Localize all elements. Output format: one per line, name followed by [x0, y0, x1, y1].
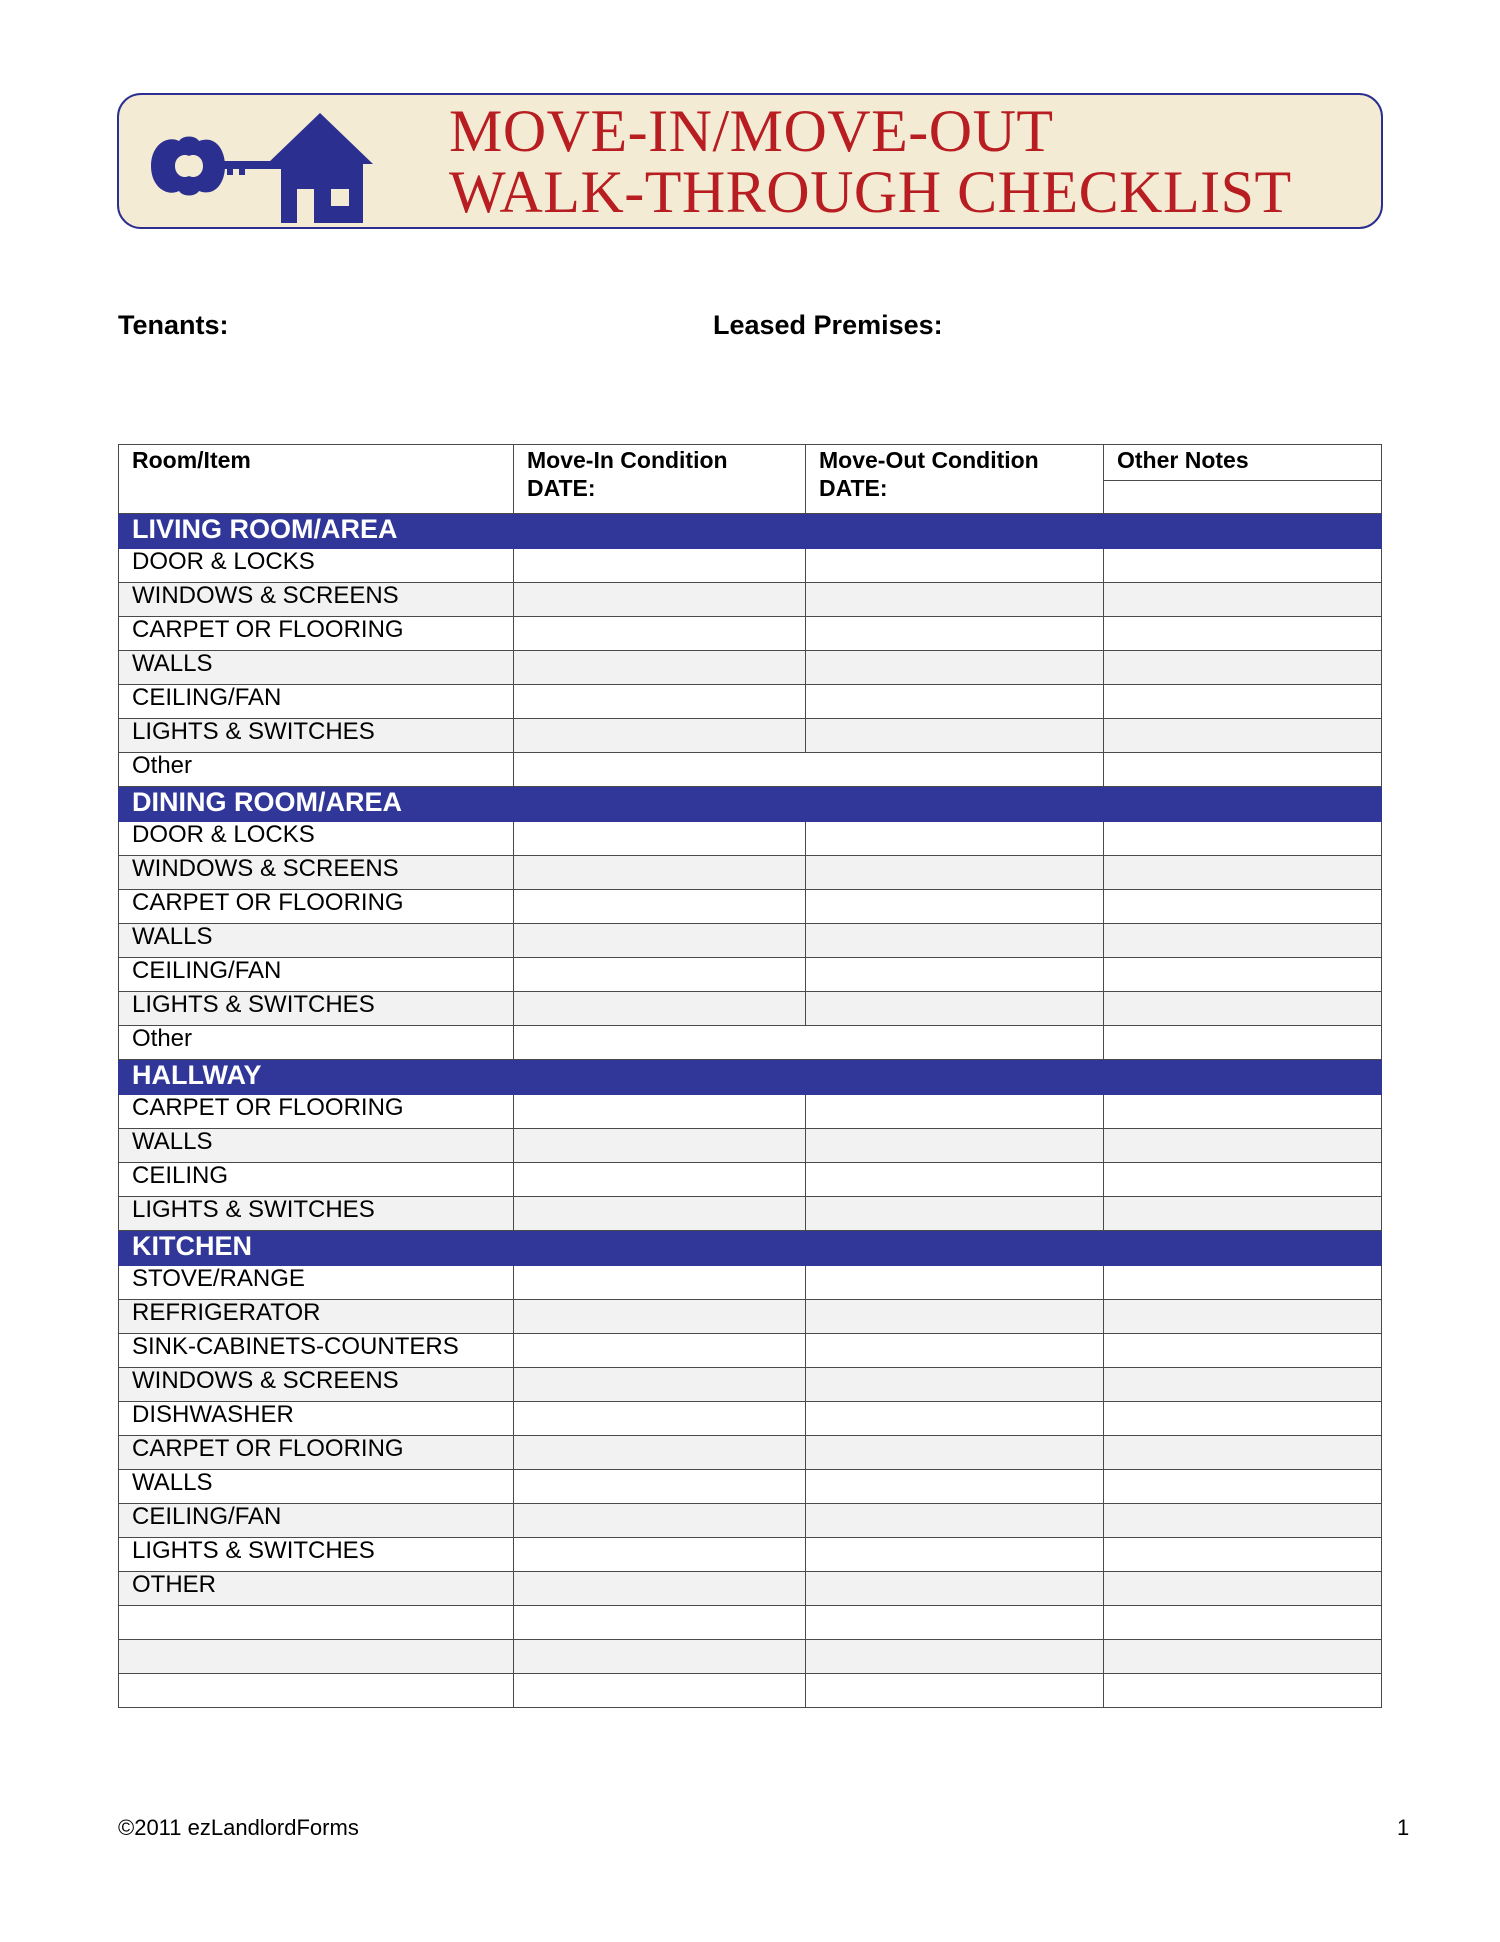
notes-cell[interactable] — [1104, 1504, 1382, 1538]
move-in-cell[interactable] — [514, 1436, 806, 1470]
move-in-date-label: DATE: — [527, 475, 596, 501]
notes-cell[interactable] — [1104, 1470, 1382, 1504]
notes-cell[interactable] — [1104, 617, 1382, 651]
table-row — [119, 1026, 1382, 1060]
move-in-cell[interactable] — [514, 856, 806, 890]
notes-cell[interactable] — [1104, 1402, 1382, 1436]
room-item-label: CARPET OR FLOORING — [119, 1095, 514, 1129]
notes-cell[interactable] — [1104, 958, 1382, 992]
table-row — [119, 1129, 1382, 1163]
move-out-cell[interactable] — [806, 617, 1104, 651]
move-out-cell[interactable] — [806, 1095, 1104, 1129]
col-header-move-in — [514, 445, 806, 514]
table-row — [119, 719, 1382, 753]
move-out-cell[interactable] — [806, 1436, 1104, 1470]
section-header-row — [119, 1060, 1382, 1095]
table-row — [119, 1334, 1382, 1368]
table-row — [119, 1163, 1382, 1197]
move-out-cell[interactable] — [806, 583, 1104, 617]
table-row — [119, 1538, 1382, 1572]
tenants-label: Tenants: — [118, 310, 229, 340]
section-header-row — [119, 1231, 1382, 1266]
move-in-cell[interactable] — [514, 1504, 806, 1538]
notes-cell[interactable] — [1104, 1197, 1382, 1231]
room-item-label: WALLS — [119, 1470, 514, 1504]
room-item-label: WALLS — [119, 651, 514, 685]
move-out-cell[interactable] — [806, 1163, 1104, 1197]
room-item-label: Other — [119, 753, 514, 787]
table-row — [119, 890, 1382, 924]
move-in-cell[interactable] — [514, 651, 806, 685]
move-in-cell[interactable] — [514, 1095, 806, 1129]
move-in-cell[interactable] — [514, 958, 806, 992]
move-in-cell[interactable] — [514, 617, 806, 651]
move-out-cell[interactable] — [806, 1129, 1104, 1163]
table-row — [119, 1197, 1382, 1231]
move-out-cell[interactable] — [806, 719, 1104, 753]
room-item-label: REFRIGERATOR — [119, 1300, 514, 1334]
move-in-cell[interactable] — [514, 1674, 806, 1708]
table-row — [119, 1606, 1382, 1640]
copyright-text: ©2011 ezLandlordForms — [118, 1815, 359, 1840]
notes-cell[interactable] — [1104, 719, 1382, 753]
section-header-row — [119, 514, 1382, 549]
notes-cell[interactable] — [1104, 924, 1382, 958]
move-out-cell[interactable] — [806, 1300, 1104, 1334]
section-title: HALLWAY — [119, 1060, 1382, 1095]
notes-cell[interactable] — [1104, 549, 1382, 583]
move-in-cell[interactable] — [514, 822, 806, 856]
notes-cell[interactable] — [1104, 1368, 1382, 1402]
move-out-cell[interactable] — [806, 1197, 1104, 1231]
section-title: DINING ROOM/AREA — [119, 787, 1382, 822]
notes-cell[interactable] — [1104, 822, 1382, 856]
notes-cell[interactable] — [1104, 856, 1382, 890]
room-item-label: CEILING/FAN — [119, 685, 514, 719]
move-out-cell[interactable] — [806, 822, 1104, 856]
table-row — [119, 1266, 1382, 1300]
move-in-cell[interactable] — [514, 1266, 806, 1300]
section-title: LIVING ROOM/AREA — [119, 514, 1382, 549]
move-in-cell[interactable] — [514, 719, 806, 753]
move-in-cell[interactable] — [514, 1470, 806, 1504]
title-line-1: MOVE-IN/MOVE-OUT — [449, 98, 1054, 164]
table-row — [119, 1640, 1382, 1674]
table-row — [119, 753, 1382, 787]
move-in-cell[interactable] — [514, 1129, 806, 1163]
notes-cell[interactable] — [1104, 1095, 1382, 1129]
notes-cell[interactable] — [1104, 753, 1382, 787]
title-line-2: WALK-THROUGH CHECKLIST — [449, 159, 1292, 225]
condition-cell[interactable] — [514, 1026, 1104, 1060]
move-out-cell[interactable] — [806, 924, 1104, 958]
move-in-cell[interactable] — [514, 1572, 806, 1606]
move-in-cell[interactable] — [514, 1368, 806, 1402]
room-item-label: SINK-CABINETS-COUNTERS — [119, 1334, 514, 1368]
move-out-cell[interactable] — [806, 1368, 1104, 1402]
header-row — [119, 445, 1382, 481]
table-row — [119, 549, 1382, 583]
room-item-label: WALLS — [119, 924, 514, 958]
notes-cell[interactable] — [1104, 651, 1382, 685]
col-header-other-notes: Other Notes — [1104, 445, 1382, 481]
col-header-room-item: Room/Item — [119, 445, 514, 514]
move-out-cell[interactable] — [806, 651, 1104, 685]
move-in-cell[interactable] — [514, 549, 806, 583]
room-item-label: CARPET OR FLOORING — [119, 890, 514, 924]
table-row — [119, 1674, 1382, 1708]
move-in-cell[interactable] — [514, 890, 806, 924]
notes-cell[interactable] — [1104, 1640, 1382, 1674]
table-row — [119, 1572, 1382, 1606]
page-number: 1 — [1397, 1815, 1410, 1840]
table-row — [119, 685, 1382, 719]
move-out-date-label: DATE: — [819, 475, 888, 501]
notes-cell[interactable] — [1104, 1606, 1382, 1640]
room-item-label: WINDOWS & SCREENS — [119, 856, 514, 890]
table-row — [119, 617, 1382, 651]
room-item-label — [119, 1606, 514, 1640]
move-in-cell[interactable] — [514, 1538, 806, 1572]
room-item-label: STOVE/RANGE — [119, 1266, 514, 1300]
table-row — [119, 822, 1382, 856]
move-in-cell[interactable] — [514, 1300, 806, 1334]
room-item-label: DOOR & LOCKS — [119, 549, 514, 583]
room-item-label: LIGHTS & SWITCHES — [119, 992, 514, 1026]
document-title — [449, 98, 1292, 225]
move-out-cell[interactable] — [806, 549, 1104, 583]
room-item-label: WALLS — [119, 1129, 514, 1163]
move-in-cell[interactable] — [514, 583, 806, 617]
move-in-cell[interactable] — [514, 924, 806, 958]
move-in-cell[interactable] — [514, 1163, 806, 1197]
room-item-label: DISHWASHER — [119, 1402, 514, 1436]
move-out-cell[interactable] — [806, 1640, 1104, 1674]
move-in-cell[interactable] — [514, 685, 806, 719]
move-out-cell[interactable] — [806, 1674, 1104, 1708]
move-out-cell[interactable] — [806, 958, 1104, 992]
room-item-label — [119, 1674, 514, 1708]
move-out-label: Move-Out Condition — [819, 447, 1039, 473]
move-in-cell[interactable] — [514, 1197, 806, 1231]
table-row — [119, 1504, 1382, 1538]
notes-cell[interactable] — [1104, 1334, 1382, 1368]
section-title: KITCHEN — [119, 1231, 1382, 1266]
move-out-cell[interactable] — [806, 1572, 1104, 1606]
notes-cell[interactable] — [1104, 1163, 1382, 1197]
room-item-label: Other — [119, 1026, 514, 1060]
move-in-cell[interactable] — [514, 1606, 806, 1640]
room-item-label: LIGHTS & SWITCHES — [119, 719, 514, 753]
move-out-cell[interactable] — [806, 1266, 1104, 1300]
notes-cell[interactable] — [1104, 1436, 1382, 1470]
notes-cell[interactable] — [1104, 1300, 1382, 1334]
move-in-cell[interactable] — [514, 992, 806, 1026]
condition-cell[interactable] — [514, 753, 1104, 787]
table-row — [119, 958, 1382, 992]
move-in-cell[interactable] — [514, 1640, 806, 1674]
room-item-label: LIGHTS & SWITCHES — [119, 1538, 514, 1572]
room-item-label: CARPET OR FLOORING — [119, 1436, 514, 1470]
room-item-label: OTHER — [119, 1572, 514, 1606]
table-row — [119, 1436, 1382, 1470]
notes-cell[interactable] — [1104, 1674, 1382, 1708]
move-out-cell[interactable] — [806, 992, 1104, 1026]
move-out-cell[interactable] — [806, 685, 1104, 719]
checklist-table — [118, 444, 1382, 1708]
table-row — [119, 1368, 1382, 1402]
room-item-label — [119, 1640, 514, 1674]
table-row — [119, 1095, 1382, 1129]
table-row — [119, 856, 1382, 890]
section-header-row — [119, 787, 1382, 822]
table-row — [119, 583, 1382, 617]
room-item-label: CEILING/FAN — [119, 958, 514, 992]
room-item-label: WINDOWS & SCREENS — [119, 583, 514, 617]
room-item-label: CEILING/FAN — [119, 1504, 514, 1538]
move-out-cell[interactable] — [806, 1334, 1104, 1368]
notes-cell[interactable] — [1104, 1026, 1382, 1060]
col-header-move-out — [806, 445, 1104, 514]
room-item-label: WINDOWS & SCREENS — [119, 1368, 514, 1402]
notes-cell[interactable] — [1104, 890, 1382, 924]
room-item-label: CEILING — [119, 1163, 514, 1197]
room-item-label: CARPET OR FLOORING — [119, 617, 514, 651]
move-out-cell[interactable] — [806, 1606, 1104, 1640]
title-banner — [117, 93, 1383, 229]
table-row — [119, 1470, 1382, 1504]
room-item-label: LIGHTS & SWITCHES — [119, 1197, 514, 1231]
table-row — [119, 651, 1382, 685]
other-notes-date-cell[interactable] — [1104, 481, 1382, 514]
key-house-icon — [145, 101, 435, 225]
notes-cell[interactable] — [1104, 1266, 1382, 1300]
notes-cell[interactable] — [1104, 685, 1382, 719]
table-row — [119, 992, 1382, 1026]
move-in-cell[interactable] — [514, 1334, 806, 1368]
notes-cell[interactable] — [1104, 1538, 1382, 1572]
notes-cell[interactable] — [1104, 992, 1382, 1026]
move-out-cell[interactable] — [806, 856, 1104, 890]
notes-cell[interactable] — [1104, 583, 1382, 617]
move-out-cell[interactable] — [806, 890, 1104, 924]
move-in-cell[interactable] — [514, 1402, 806, 1436]
notes-cell[interactable] — [1104, 1129, 1382, 1163]
table-row — [119, 924, 1382, 958]
room-item-label: DOOR & LOCKS — [119, 822, 514, 856]
table-row — [119, 1402, 1382, 1436]
move-out-cell[interactable] — [806, 1538, 1104, 1572]
move-in-label: Move-In Condition — [527, 447, 728, 473]
table-row — [119, 1300, 1382, 1334]
premises-label: Leased Premises: — [713, 310, 943, 340]
move-out-cell[interactable] — [806, 1470, 1104, 1504]
move-out-cell[interactable] — [806, 1402, 1104, 1436]
notes-cell[interactable] — [1104, 1572, 1382, 1606]
move-out-cell[interactable] — [806, 1504, 1104, 1538]
